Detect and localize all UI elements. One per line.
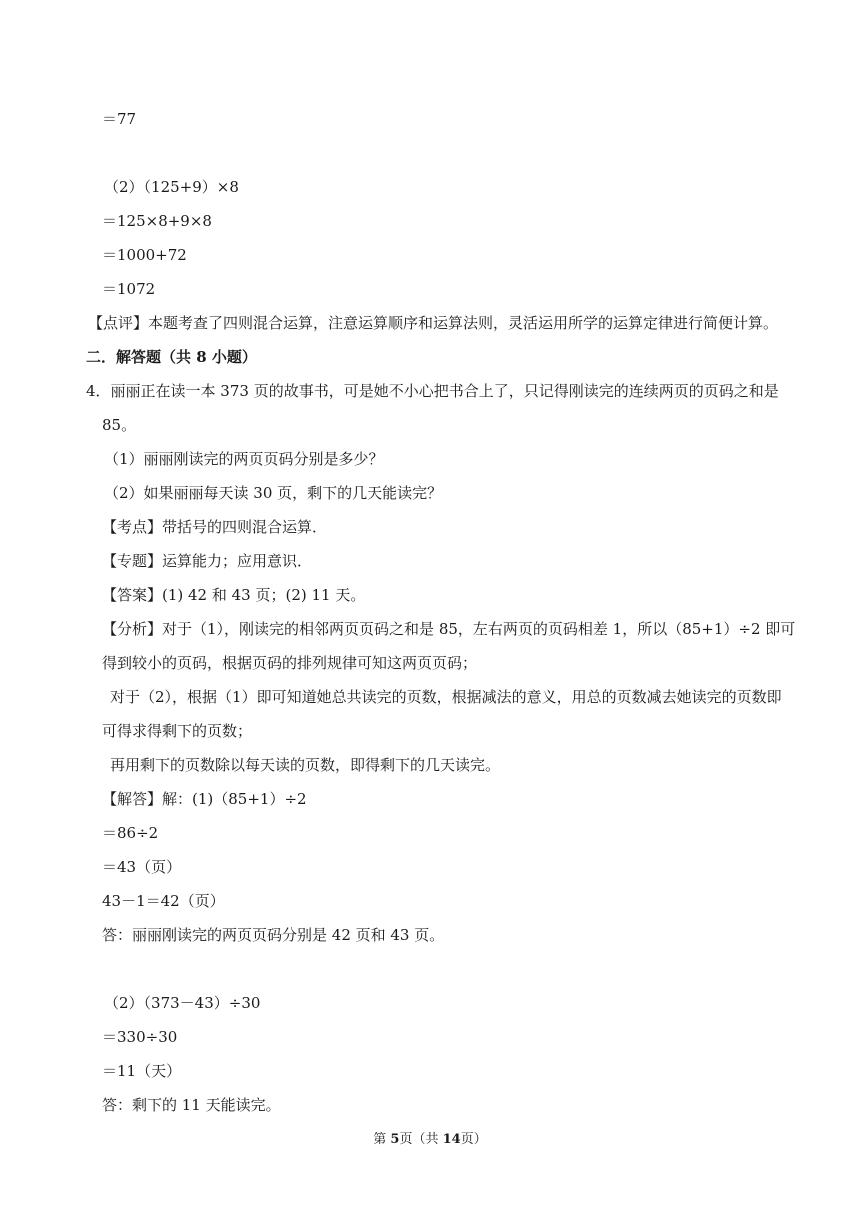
question-text: 85。 [102,416,137,434]
calc-line: ＝1072 [102,280,156,298]
category-text: 【专题】运算能力；应用意识． [102,552,313,570]
calc-line: ＝330÷30 [102,1028,178,1046]
calc-line: ＝11（天） [102,1062,182,1080]
section-heading: 二．解答题（共 8 小题） [86,348,257,366]
topic-text: 【考点】带括号的四则混合运算． [102,518,328,536]
answer-statement: 答：丽丽刚读完的两页页码分别是 42 页和 43 页。 [102,926,445,944]
calc-line: （2）（373－43）÷30 [104,994,261,1012]
calc-line: ＝125×8+9×8 [102,212,212,230]
calc-line: ＝43（页） [102,858,182,876]
analysis-text: 【分析】对于（1），刚读完的相邻两页页码之和是 85，左右两页的页码相差 1，所以（85+1）÷2 即可 [102,620,796,638]
calc-line: ＝1000+72 [102,246,187,264]
review-text: 【点评】本题考查了四则混合运算，注意运算顺序和运算法则，灵活运用所学的运算定律进行简便计算。 [88,314,779,332]
page-footer [0,1130,860,1150]
calc-line: （2）（125+9）×8 [104,178,239,196]
analysis-text: 再用剩下的页数除以每天读的页数，即得剩下的几天读完。 [110,756,501,774]
footer-total-pages: 14 [442,1132,461,1147]
calc-line: ＝86÷2 [102,824,159,842]
footer-page-number: 5 [390,1132,400,1147]
analysis-text: 可得求得剩下的页数； [102,722,253,740]
question-text: 4．丽丽正在读一本 373 页的故事书，可是她不小心把书合上了，只记得刚读完的连续两页的页码之和是 [86,382,779,400]
analysis-text: 对于（2），根据（1）即可知道她总共读完的页数，根据减法的意义，用总的页数减去她读完的页数即 [110,688,782,706]
footer-middle: 页（共 [399,1132,443,1147]
footer-prefix: 第 [373,1132,391,1147]
analysis-text: 得到较小的页码，根据页码的排列规律可知这两页页码； [102,654,478,672]
footer-suffix: 页） [460,1132,487,1147]
answer-statement: 答：剩下的 11 天能读完。 [102,1096,281,1114]
solution-text: 【解答】解：(1)（85+1）÷2 [102,790,307,808]
sub-question: （2）如果丽丽每天读 30 页，剩下的几天能读完？ [104,484,443,502]
calc-line: ＝77 [102,110,137,128]
answer-text: 【答案】(1) 42 和 43 页；(2) 11 天。 [102,586,366,604]
sub-question: （1）丽丽刚读完的两页页码分别是多少？ [104,450,384,468]
calc-line: 43－1＝42（页） [102,892,225,910]
